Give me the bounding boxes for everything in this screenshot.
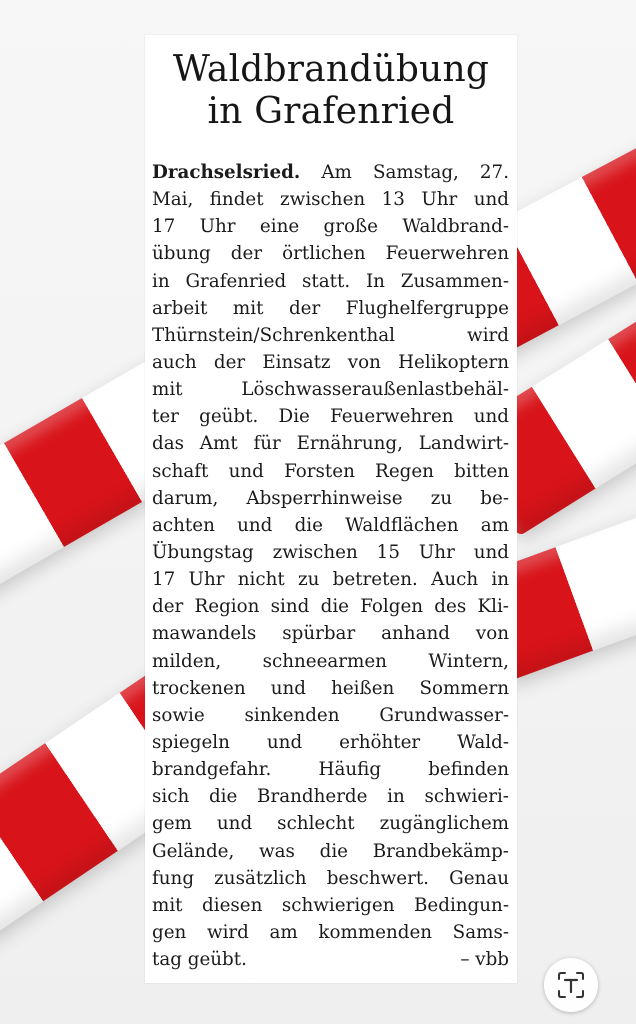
article-line: schaft und Forsten Regen bitten: [152, 460, 509, 482]
newspaper-clipping: [145, 35, 517, 983]
article-line: [152, 159, 509, 186]
article-line: fung zusätzlich beschwert. Genau: [152, 867, 509, 889]
text-recognition-icon: [556, 970, 586, 1000]
article-line: trockenen und heißen Sommern: [152, 677, 509, 699]
article-line: darum, Absperrhinweise zu be-: [152, 487, 509, 509]
article-line: mit diesen schwierigen Bedingun-: [152, 894, 509, 916]
text-recognition-button[interactable]: [544, 958, 598, 1012]
author-signature: – vbb: [460, 949, 509, 971]
article-line: gem und schlecht zugänglichem: [152, 813, 509, 835]
headline-line-1: Waldbrandübung: [172, 49, 490, 90]
article-line: 17 Uhr nicht zu betreten. Auch in: [152, 569, 509, 591]
article-line: Mai, findet zwischen 13 Uhr und: [152, 189, 509, 211]
article-line: Gelände, was die Brandbekämp-: [152, 840, 509, 862]
article-line: sowie sinkenden Grundwasser-: [152, 704, 509, 726]
article-line: achten und die Waldflächen am: [152, 514, 509, 536]
article-line: in Grafenried statt. In Zusammen-: [152, 270, 509, 292]
article-line: milden, schneearmen Wintern,: [152, 650, 509, 672]
article-line: das Amt für Ernährung, Landwirt-: [152, 433, 509, 455]
article-line: sich die Brandherde in schwieri-: [152, 786, 509, 808]
article-line: arbeit mit der Flughelfergruppe: [152, 297, 509, 319]
headline-line-2: in Grafenried: [207, 91, 455, 132]
dateline: Drachselsried.: [152, 162, 301, 183]
article-body: [152, 159, 509, 973]
article-line-text: Am Samstag, 27.: [321, 162, 509, 183]
article-line: Übungstag zwischen 15 Uhr und: [152, 541, 509, 563]
article-line: der Region sind die Folgen des Kli-: [152, 596, 509, 618]
article-line: 17 Uhr eine große Waldbrand-: [152, 216, 509, 238]
article-line: auch der Einsatz von Helikoptern: [152, 351, 509, 373]
article-line: ter geübt. Die Feuerwehren und: [152, 406, 509, 428]
article-line: brandgefahr. Häufig befinden: [152, 759, 509, 781]
article-last-line: [152, 946, 509, 973]
article-line-text: tag geübt.: [152, 949, 247, 971]
article-line: mit Löschwasseraußenlastbehäl-: [152, 379, 509, 401]
article-line: mawandels spürbar anhand von: [152, 623, 509, 645]
article-line: Thürnstein/Schrenkenthal wird: [152, 324, 509, 346]
article-line: übung der örtlichen Feuerwehren: [152, 243, 509, 265]
article-line: gen wird am kommenden Sams-: [152, 921, 509, 943]
article-headline: [145, 35, 517, 133]
article-line: spiegeln und erhöhter Wald-: [152, 731, 509, 753]
